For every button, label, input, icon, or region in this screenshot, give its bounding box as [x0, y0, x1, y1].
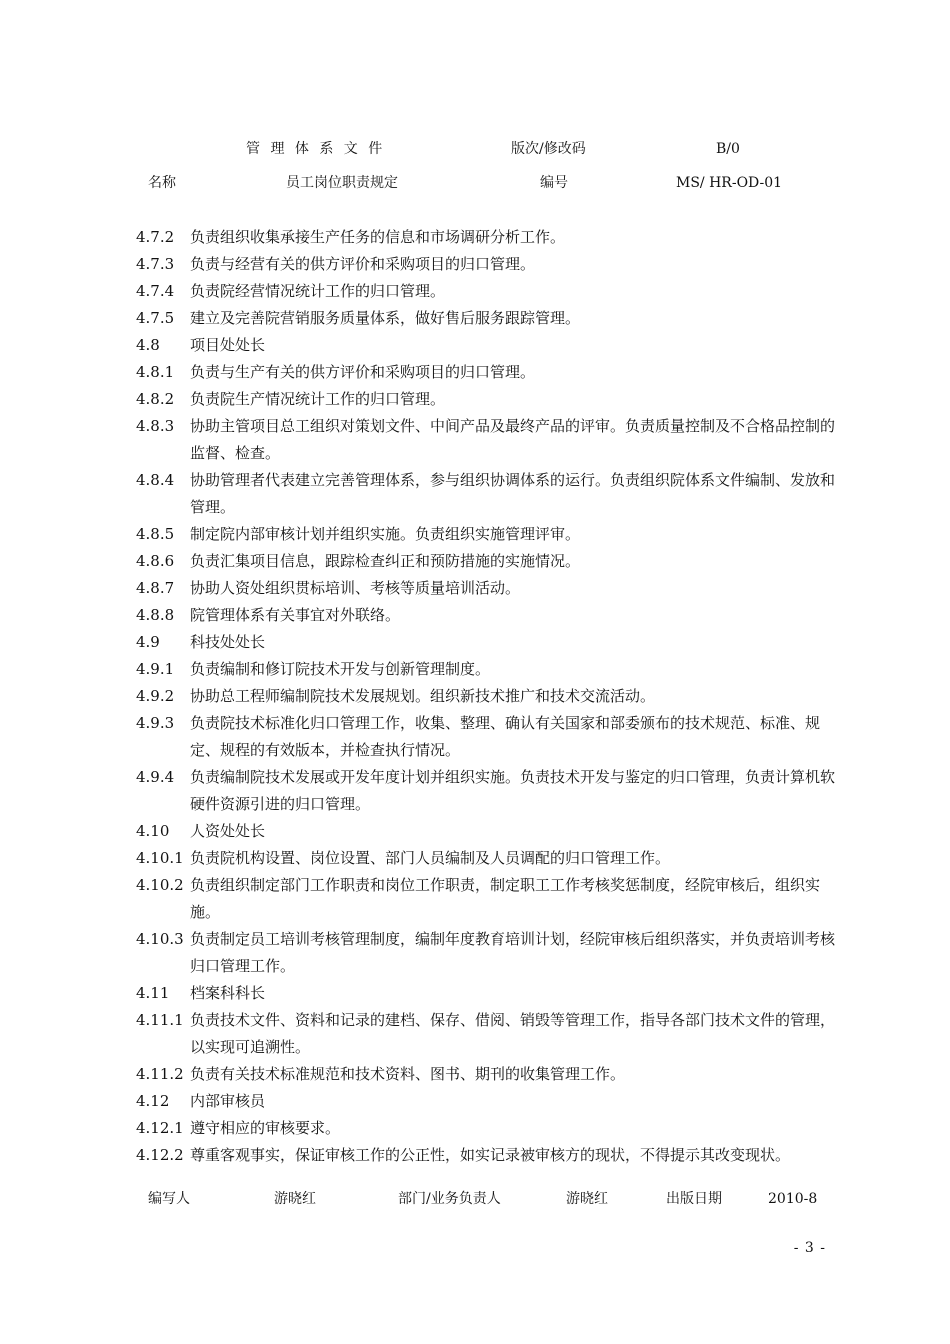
clause-text: 负责组织收集承接生产任务的信息和市场调研分析工作。 — [190, 228, 566, 246]
clause-text: 负责制定员工培训考核管理制度，编制年度教育培训计划，经院审核后组织落实，并负责培训考核归口管理工作。 — [190, 930, 836, 975]
clause-text: 负责与经营有关的供方评价和采购项目的归口管理。 — [190, 255, 536, 273]
clause-number: 4.7.4 — [136, 282, 175, 300]
clause-text: 院管理体系有关事宜对外联络。 — [190, 606, 401, 624]
clause-text: 负责院机构设置、岗位设置、部门人员编制及人员调配的归口管理工作。 — [190, 849, 671, 867]
clause-item — [136, 1061, 848, 1088]
clause-number: 4.8.1 — [136, 363, 175, 381]
clause-item — [136, 521, 848, 548]
clause-number: 4.12.2 — [136, 1146, 184, 1164]
clause-item — [136, 413, 848, 467]
clause-number: 4.9.4 — [136, 768, 175, 786]
clause-text: 建立及完善院营销服务质量体系，做好售后服务跟踪管理。 — [190, 309, 581, 327]
clause-number: 4.11.2 — [136, 1065, 184, 1083]
clause-number: 4.10 — [136, 822, 170, 840]
clause-item — [136, 386, 848, 413]
clause-item — [136, 872, 848, 926]
clause-number: 4.9.2 — [136, 687, 175, 705]
clause-number: 4.9 — [136, 633, 160, 651]
clause-number: 4.8.3 — [136, 417, 175, 435]
clause-number: 4.8.4 — [136, 471, 175, 489]
clause-item — [136, 575, 848, 602]
name-value: 员工岗位职责规定 — [286, 175, 398, 191]
clause-text: 负责院经营情况统计工作的归口管理。 — [190, 282, 446, 300]
clause-number: 4.9.1 — [136, 660, 175, 678]
clause-item — [136, 305, 848, 332]
clause-number: 4.10.1 — [136, 849, 184, 867]
clause-number: 4.7.5 — [136, 309, 175, 327]
clause-item — [136, 548, 848, 575]
page-number: - 3 - — [793, 1240, 826, 1256]
clause-number: 4.8.8 — [136, 606, 175, 624]
clause-item — [136, 251, 848, 278]
dept-value: 游晓红 — [566, 1191, 608, 1207]
clause-item — [136, 1007, 848, 1061]
code-value: MS/ HR-OD-01 — [676, 175, 783, 191]
clause-text: 协助总工程师编制院技术发展规划。组织新技术推广和技术交流活动。 — [190, 687, 656, 705]
dept-label: 部门/业务负责人 — [398, 1191, 501, 1207]
clause-item — [136, 1115, 848, 1142]
clause-text: 负责与生产有关的供方评价和采购项目的归口管理。 — [190, 363, 536, 381]
clause-item — [136, 278, 848, 305]
clause-text: 负责有关技术标准规范和技术资料、图书、期刊的收集管理工作。 — [190, 1065, 626, 1083]
clause-item — [136, 764, 848, 818]
clause-text: 项目处处长 — [190, 336, 266, 354]
clause-number: 4.9.3 — [136, 714, 175, 732]
clause-item — [136, 224, 848, 251]
version-label: 版次/修改码 — [511, 141, 586, 157]
clause-number: 4.7.2 — [136, 228, 175, 246]
clause-item — [136, 467, 848, 521]
clause-item — [136, 710, 848, 764]
author-value: 游晓红 — [274, 1191, 316, 1207]
clause-text: 尊重客观事实，保证审核工作的公正性，如实记录被审核方的现状，不得提示其改变现状。 — [190, 1146, 791, 1164]
clause-number: 4.12 — [136, 1092, 170, 1110]
clause-list — [136, 224, 848, 1169]
clause-number: 4.10.3 — [136, 930, 184, 948]
author-label: 编写人 — [148, 1191, 190, 1207]
doc-type: 管 理 体 系 文 件 — [246, 141, 386, 157]
clause-item — [136, 359, 848, 386]
clause-item — [136, 602, 848, 629]
clause-text: 协助人资处组织贯标培训、考核等质量培训活动。 — [190, 579, 521, 597]
clause-number: 4.11 — [136, 984, 170, 1002]
clause-item — [136, 818, 848, 845]
clause-number: 4.11.1 — [136, 1011, 184, 1029]
clause-text: 协助管理者代表建立完善管理体系，参与组织协调体系的运行。负责组织院体系文件编制、发放和管理。 — [190, 471, 836, 516]
clause-text: 负责汇集项目信息，跟踪检查纠正和预防措施的实施情况。 — [190, 552, 581, 570]
clause-item — [136, 1088, 848, 1115]
clause-number: 4.10.2 — [136, 876, 184, 894]
clause-item — [136, 845, 848, 872]
clause-number: 4.12.1 — [136, 1119, 184, 1137]
date-label: 出版日期 — [666, 1191, 722, 1207]
clause-number: 4.8.2 — [136, 390, 175, 408]
version-value: B/0 — [716, 141, 740, 157]
clause-text: 科技处处长 — [190, 633, 266, 651]
clause-number: 4.8.5 — [136, 525, 175, 543]
clause-text: 负责技术文件、资料和记录的建档、保存、借阅、销毁等管理工作，指导各部门技术文件的管理，以实现可追溯性。 — [190, 1011, 836, 1056]
clause-text: 负责组织制定部门工作职责和岗位工作职责，制定职工工作考核奖惩制度，经院审核后，组织实施。 — [190, 876, 821, 921]
date-value: 2010-8 — [768, 1191, 818, 1207]
clause-text: 遵守相应的审核要求。 — [190, 1119, 341, 1137]
clause-number: 4.7.3 — [136, 255, 175, 273]
clause-text: 负责编制和修订院技术开发与创新管理制度。 — [190, 660, 491, 678]
clause-item — [136, 926, 848, 980]
clause-text: 档案科科长 — [190, 984, 266, 1002]
clause-text: 内部审核员 — [190, 1092, 266, 1110]
clause-text: 负责院技术标准化归口管理工作，收集、整理、确认有关国家和部委颁布的技术规范、标准、规定、规程的有效版本，并检查执行情况。 — [190, 714, 821, 759]
clause-text: 制定院内部审核计划并组织实施。负责组织实施管理评审。 — [190, 525, 581, 543]
clause-item — [136, 656, 848, 683]
clause-item — [136, 629, 848, 656]
clause-number: 4.8.6 — [136, 552, 175, 570]
name-label: 名称 — [148, 175, 176, 191]
clause-item — [136, 980, 848, 1007]
clause-text: 负责院生产情况统计工作的归口管理。 — [190, 390, 446, 408]
clause-text: 负责编制院技术发展或开发年度计划并组织实施。负责技术开发与鉴定的归口管理，负责计算机软硬件资源引进的归口管理。 — [190, 768, 836, 813]
clause-number: 4.8 — [136, 336, 160, 354]
clause-text: 协助主管项目总工组织对策划文件、中间产品及最终产品的评审。负责质量控制及不合格品控制的监督、检查。 — [190, 417, 836, 462]
clause-number: 4.8.7 — [136, 579, 175, 597]
clause-item — [136, 683, 848, 710]
code-label: 编号 — [540, 175, 568, 191]
clause-item — [136, 1142, 848, 1169]
clause-text: 人资处处长 — [190, 822, 266, 840]
clause-item — [136, 332, 848, 359]
